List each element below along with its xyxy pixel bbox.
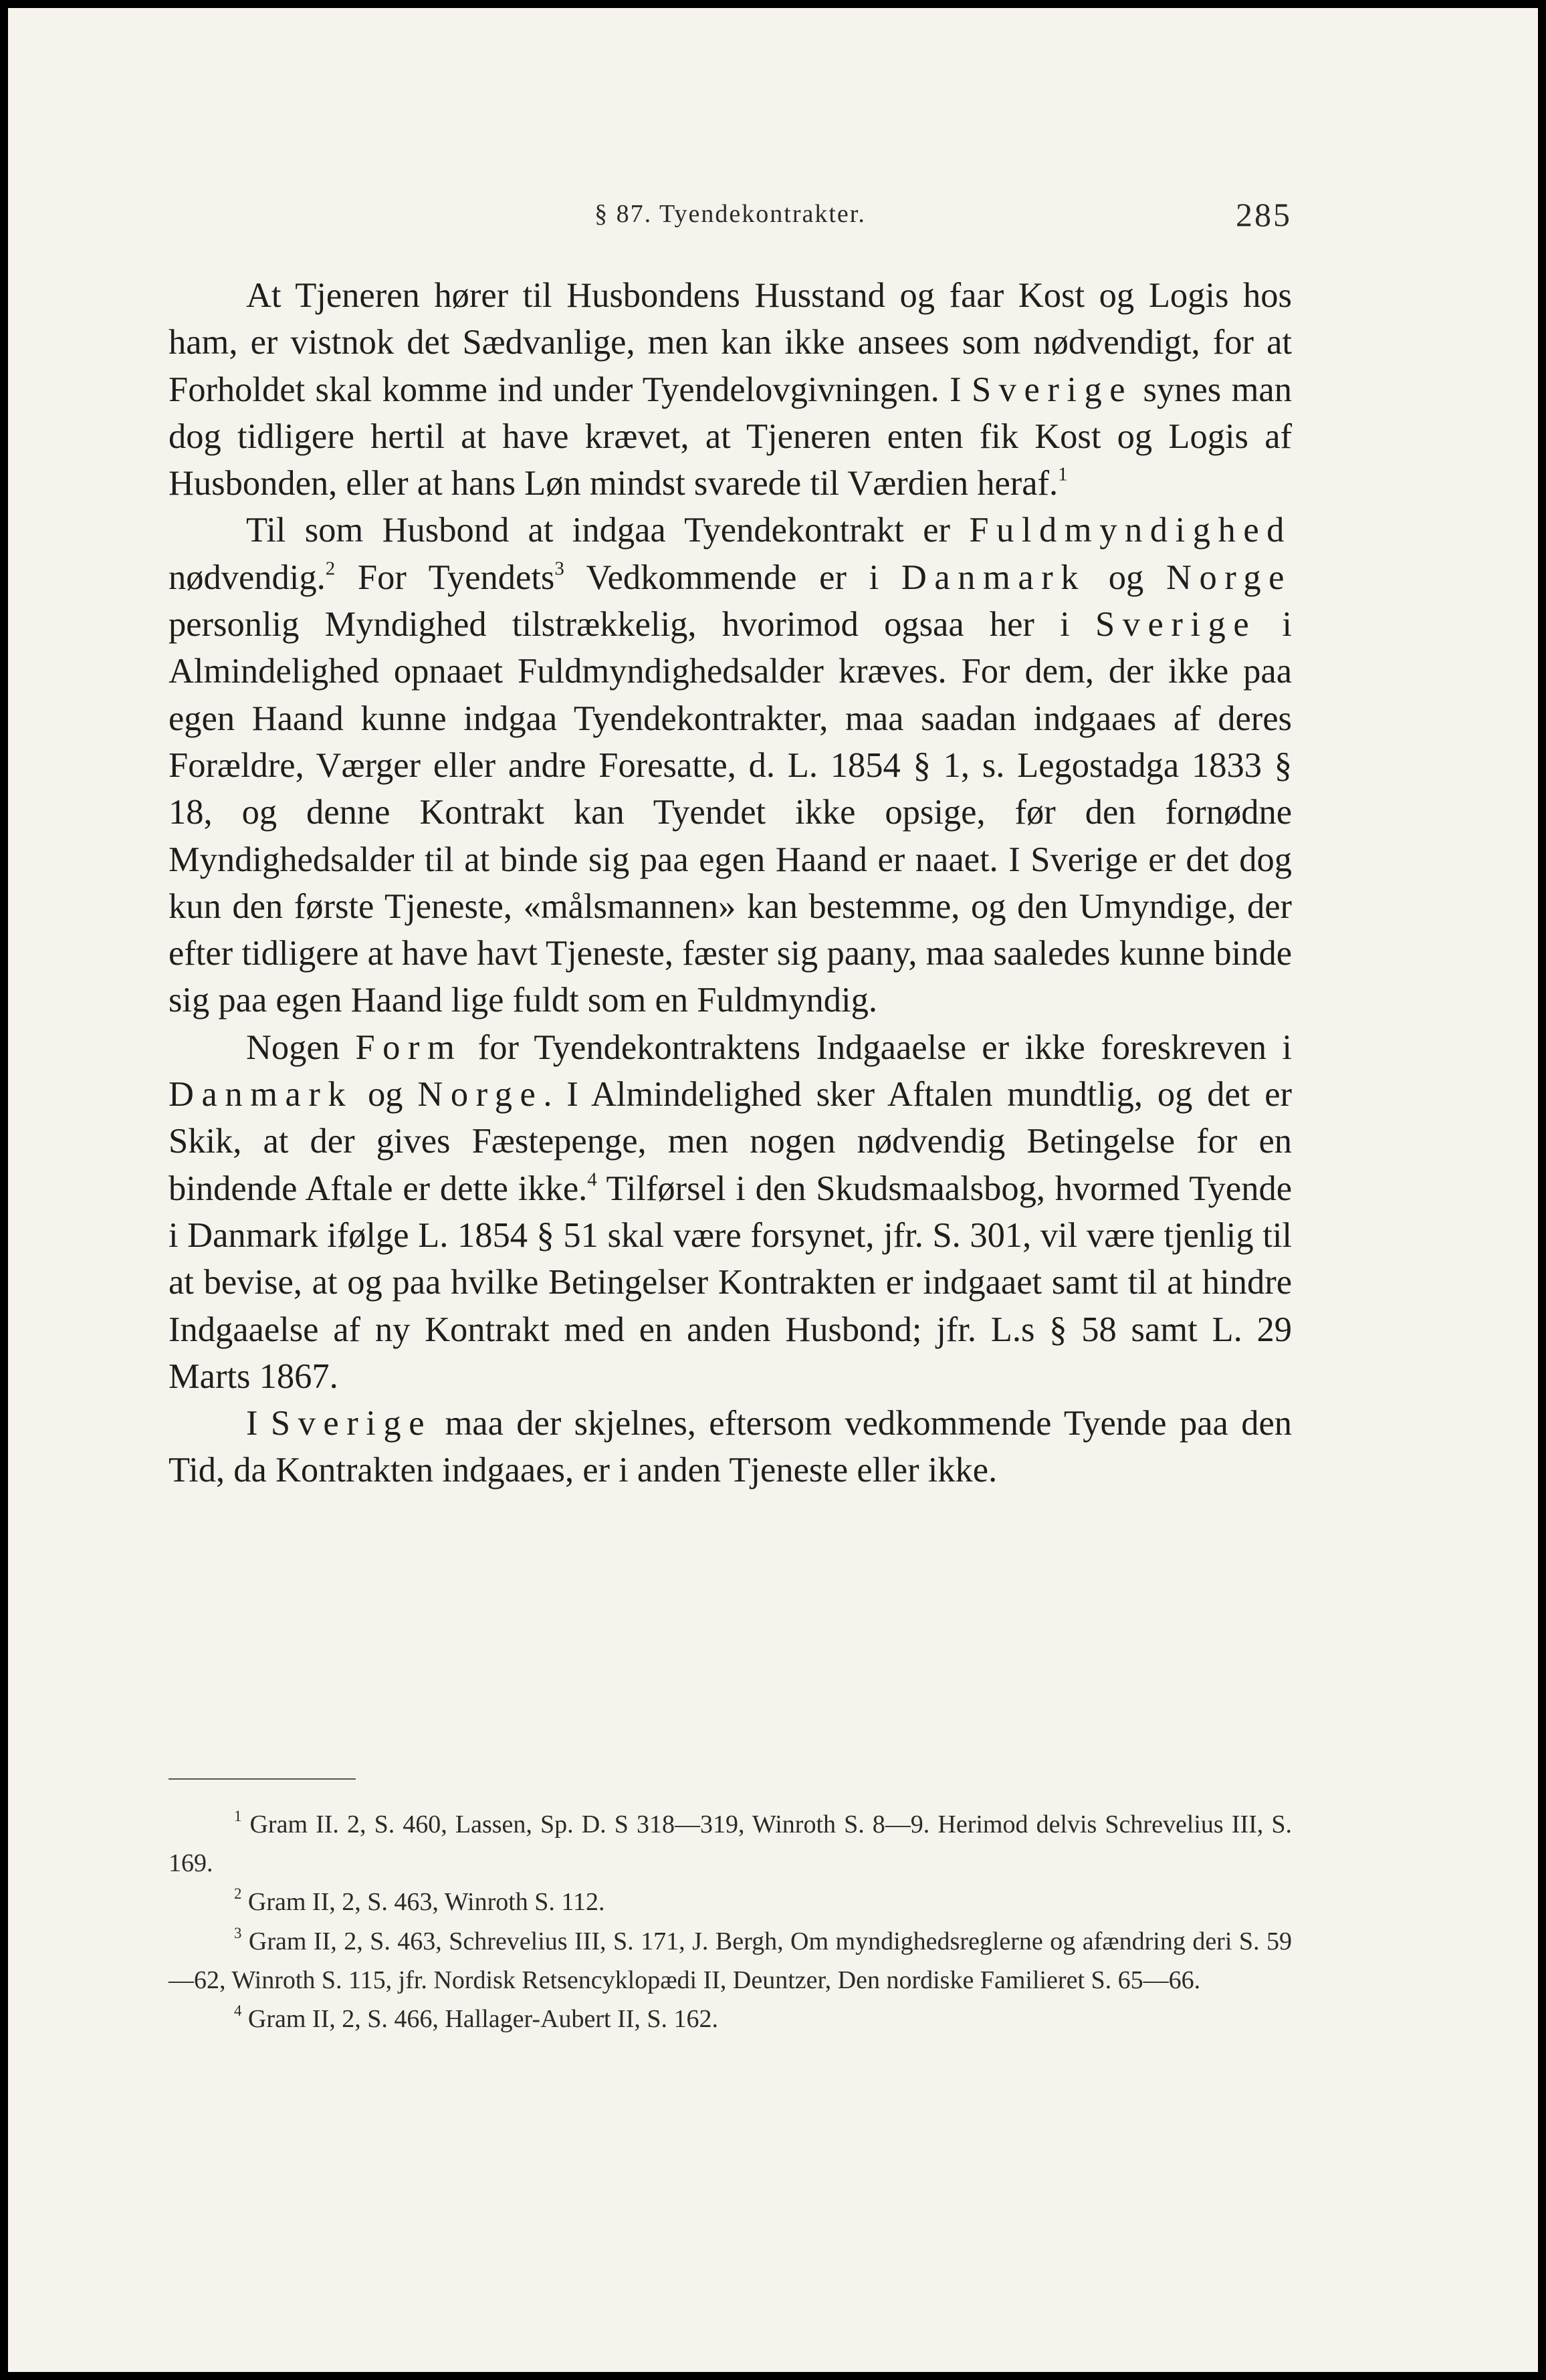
- text-run: For Tyendets: [335, 558, 555, 597]
- footnote-2: [169, 1883, 1292, 1921]
- spaced-term: Fuldmyndighed: [969, 511, 1292, 550]
- spaced-term: Norge: [417, 1075, 544, 1114]
- footnote-rule: [169, 1778, 356, 1780]
- footnote-text: Gram II. 2, S. 460, Lassen, Sp. D. S 318—319, Winroth S. 8—9. Herimod delvis Schrevelius III, S. 169.: [169, 1810, 1292, 1878]
- footnote-ref-3: 3: [554, 558, 564, 580]
- book-page: [8, 8, 1538, 2372]
- text-run: og: [353, 1075, 418, 1114]
- text-run: Nogen: [246, 1028, 356, 1067]
- spaced-term: Form: [355, 1028, 463, 1067]
- footnote-ref-1: 1: [1058, 463, 1068, 485]
- spaced-term: Sverige: [270, 1404, 433, 1443]
- text-run: . I Almindelighed sker Aftalen mundtlig, og det er Skik, at der gives Fæstepenge, men nogen nødvendig Betingelse for en bindende Aftale er dette ikke.: [169, 1075, 1293, 1208]
- text-run: nødvendig.: [169, 558, 326, 597]
- spaced-term: Norge: [1166, 558, 1292, 597]
- footnote-text: Gram II, 2, S. 463, Winroth S. 112.: [241, 1888, 605, 1917]
- text-run: Tilførsel i den Skudsmaalsbog, hvormed Tyende i Danmark ifølge L. 1854 § 51 skal være forsynet, jfr. S. 301, vil være tjenlig til at bevise, at og paa hvilke Betingelser Kontrakten er indgaaet samt til at hindre Indgaaelse af ny Kontrakt med en anden Husbond; jfr. L.s § 58 samt L. 29 Marts 1867.: [169, 1169, 1292, 1396]
- body-text: [169, 272, 1292, 1494]
- footnotes: [169, 1805, 1292, 2038]
- footnote-ref-2: 2: [325, 558, 336, 580]
- text-run: og: [1086, 558, 1166, 597]
- running-head: [169, 195, 1292, 249]
- text-run: Til som Husbond at indgaa Tyendekontrakt er: [246, 511, 970, 550]
- page-number: 285: [1236, 196, 1292, 233]
- spaced-term: Danmark: [169, 1075, 354, 1114]
- footnote-mark: 3: [234, 1924, 242, 1941]
- section-title: § 87. Tyendekontrakter.: [594, 200, 866, 228]
- footnote-1: [169, 1805, 1292, 1883]
- footnote-mark: 4: [234, 2002, 242, 2019]
- paragraph-1: [169, 272, 1292, 507]
- paragraph-3: [169, 1024, 1292, 1400]
- footnote-mark: 2: [234, 1885, 242, 1903]
- spaced-term: Sverige: [971, 370, 1133, 409]
- footnote-mark: 1: [234, 1807, 242, 1824]
- paragraph-2: [169, 507, 1292, 1024]
- text-run: maa der skjelnes, eftersom vedkommende Tyende paa den Tid, da Kontrakten indgaaes, er i anden Tjeneste eller ikke.: [169, 1404, 1292, 1490]
- spaced-term: Danmark: [901, 558, 1087, 597]
- footnote-text: Gram II, 2, S. 463, Schrevelius III, S. 171, J. Bergh, Om myndighedsreglerne og afændring deri S. 59—62, Winroth S. 115, jfr. Nordisk Retsencyklopædi II, Deuntzer, Den nordiske Familieret S. 65—66.: [169, 1927, 1292, 1994]
- text-run: I: [246, 1404, 271, 1443]
- text-run: At Tjeneren hører til Husbondens Husstand og faar Kost og Logis hos ham, er vistnok det Sædvanlige, men kan ikke ansees som nødvendigt, for at Forholdet skal komme ind under Tyendelovgivningen. I: [169, 276, 1292, 409]
- paragraph-4: [169, 1400, 1292, 1494]
- footnote-text: Gram II, 2, S. 466, Hallager-Aubert II, S. 162.: [241, 2005, 719, 2034]
- text-run: synes man dog tidligere hertil at have krævet, at Tjeneren enten fik Kost og Logis af Husbonden, eller at hans Løn mindst svarede til Værdien heraf.: [169, 370, 1292, 503]
- text-run: i Almindelighed opnaaet Fuldmyndighedsalder kræves. For dem, der ikke paa egen Haand kunne indgaa Tyendekontrakter, maa saadan indgaaes af deres Forældre, Værger eller andre Foresatte, d. L. 1854 § 1, s. Legostadga 1833 § 18, og denne Kontrakt kan Tyendet ikke opsige, før den fornødne Myndighedsalder til at binde sig paa egen Haand er naaet. I Sverige er det dog kun den første Tjeneste, «målsmannen» kan bestemme, og den Umyndige, der efter tidligere at have havt Tjeneste, fæster sig paany, maa saaledes kunne binde sig paa egen Haand lige fuldt som en Fuldmyndig.: [169, 605, 1292, 1020]
- footnote-ref-4: 4: [587, 1168, 597, 1190]
- text-run: Vedkommende er i: [564, 558, 901, 597]
- footnote-3: [169, 1922, 1292, 2000]
- spaced-term: Sverige: [1095, 605, 1257, 644]
- footnote-4: [169, 2000, 1292, 2038]
- text-run: for Tyendekontraktens Indgaaelse er ikke foreskreven i: [462, 1028, 1293, 1067]
- text-run: personlig Myndighed tilstrækkelig, hvorimod ogsaa her i: [169, 605, 1095, 644]
